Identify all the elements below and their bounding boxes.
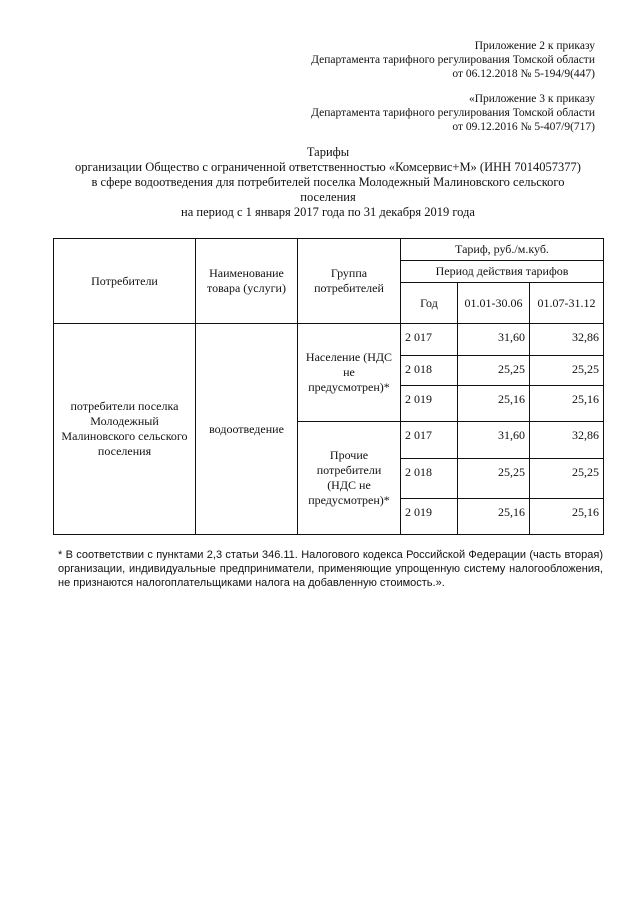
tariff-value: 25,25 (530, 459, 604, 499)
header-period: Период действия тарифов (401, 261, 604, 283)
title-line: в сфере водоотведения для потребителей поселка Молодежный Малиновского сельского (91, 175, 565, 189)
title-line: организации Общество с ограниченной ответственностью «Комсервис+М» (ИНН 7014057377) (75, 160, 581, 174)
footnote: * В соответствии с пунктами 2,3 статьи 346.11. Налогового кодекса Российской Федерации (часть вторая) организации, индивидуальные предприниматели, применяющие упрощенную систему налогообложения, не признаются налогоплательщиками налога на добавленную стоимость.». (58, 549, 603, 589)
header-product: Наименование товара (услуги) (196, 239, 298, 324)
tariff-value: 25,25 (458, 356, 530, 386)
group-cell: Население (НДС не предусмотрен)* (298, 324, 401, 422)
header-year: Год (401, 283, 458, 324)
tariff-value: 25,16 (458, 386, 530, 422)
tariff-value: 25,16 (458, 499, 530, 535)
header-line: Департамента тарифного регулирования Томской области (311, 107, 595, 119)
year-cell: 2 019 (401, 386, 458, 422)
year-cell: 2 017 (401, 324, 458, 356)
title-line: на период с 1 января 2017 года по 31 декабря 2019 года (181, 205, 475, 219)
header-tariff: Тариф, руб./м.куб. (401, 239, 604, 261)
tariff-value: 25,16 (530, 386, 604, 422)
year-cell: 2 018 (401, 356, 458, 386)
header-consumers: Потребители (54, 239, 196, 324)
title-line: Тарифы (306, 145, 350, 159)
header-line: от 09.12.2016 № 5-407/9(717) (452, 121, 595, 133)
tariff-value: 25,25 (530, 356, 604, 386)
header-period-2: 01.07-31.12 (530, 283, 604, 324)
header-line: Департамента тарифного регулирования Томской области (311, 54, 595, 66)
tariff-value: 31,60 (458, 422, 530, 459)
product-cell: водоотведение (196, 324, 298, 535)
table-row (54, 324, 604, 356)
header-group: Группа потребителей (298, 239, 401, 324)
header-line: от 06.12.2018 № 5-194/9(447) (452, 68, 595, 80)
previous-order-header (311, 92, 595, 134)
tariff-value: 32,86 (530, 422, 604, 459)
header-line: «Приложение 3 к приказу (468, 93, 595, 105)
header-line: Приложение 2 к приказу (474, 40, 595, 52)
consumer-cell: потребители поселка Молодежный Малиновского сельского поселения (54, 324, 196, 535)
order-header (311, 39, 595, 81)
tariff-value: 25,16 (530, 499, 604, 535)
tariff-value: 32,86 (530, 324, 604, 356)
tariff-value: 31,60 (458, 324, 530, 356)
header-period-1: 01.01-30.06 (458, 283, 530, 324)
tariff-table (53, 238, 604, 535)
title-line: поселения (300, 190, 356, 204)
year-cell: 2 018 (401, 459, 458, 499)
year-cell: 2 019 (401, 499, 458, 535)
year-cell: 2 017 (401, 422, 458, 459)
document-title (40, 145, 616, 220)
group-cell: Прочие потребители (НДС не предусмотрен)* (298, 422, 401, 535)
tariff-value: 25,25 (458, 459, 530, 499)
